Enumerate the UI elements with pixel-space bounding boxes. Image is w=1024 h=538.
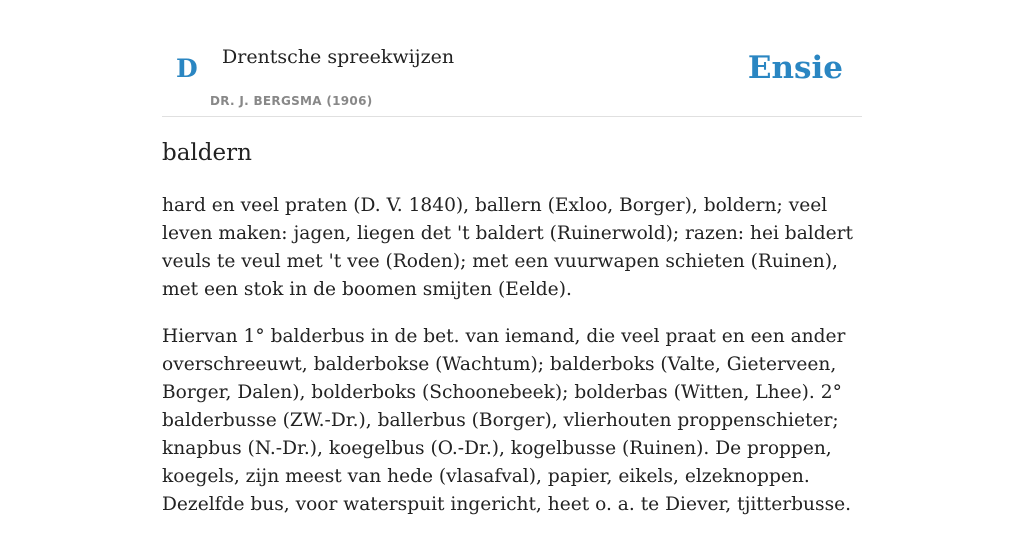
ensie-logo-link[interactable]: Ensie	[747, 50, 843, 86]
entry-title: baldern	[162, 140, 252, 166]
entry-paragraph: Hiervan 1° balderbus in de bet. van iemand, die veel praat en een ander overschreeuwt, balderbokse (Wachtum); balderboks (Valte, Gieterveen, Borger, Dalen), bolderboks (Schoonebeek); bolderbas (Witten, Lhee). 2° balderbusse (ZW.-Dr.), ballerbus (Borger), vlierhouten proppenschieter; knapbus (N.-Dr.), koegelbus (O.-Dr.), kogelbusse (Ruinen). De proppen, koegels, zijn meest van hede (vlasafval), papier, eikels, elzeknoppen. Dezelfde bus, voor waterspuit ingericht, heet o. a. te Diever, tjitterbusse.	[162, 326, 852, 515]
book-header	[162, 0, 862, 117]
entry-body	[162, 192, 862, 538]
entry-paragraph: hard en veel praten (D. V. 1840), ballern (Exloo, Borger), boldern; veel leven maken: jagen, liegen det 't baldert (Ruinerwold); razen: hei baldert veuls te veul met 't vee (Roden); met een vuurwapen schieten (Ruinen), met een stok in de boomen smijten (Eelde).	[162, 195, 854, 300]
book-author: DR. J. BERGSMA (1906)	[210, 94, 373, 108]
book-logo-letter[interactable]: D	[176, 54, 198, 83]
book-title[interactable]: Drentsche spreekwijzen	[222, 46, 455, 68]
